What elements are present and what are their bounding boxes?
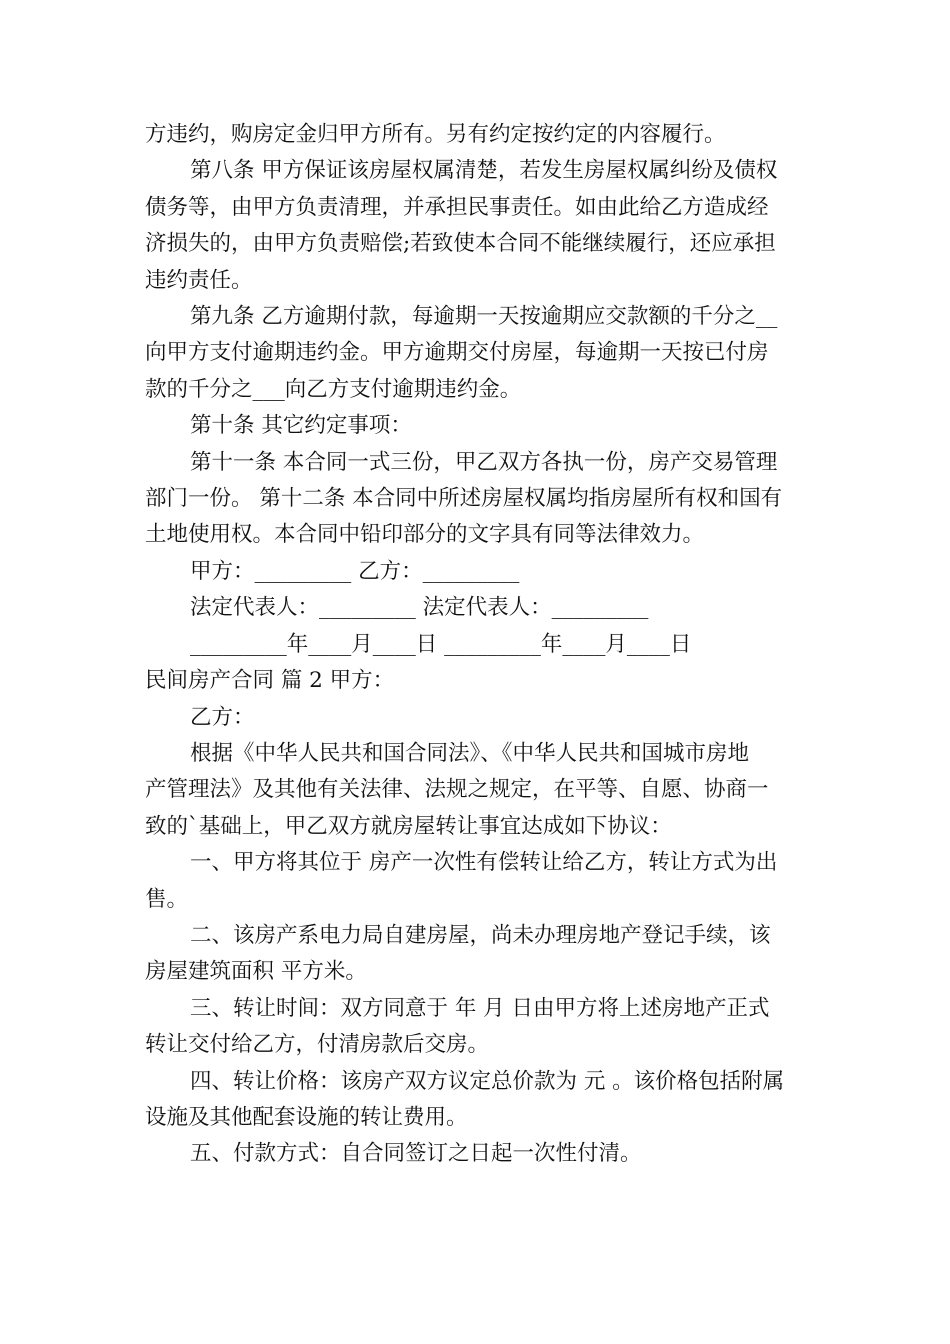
text-line: 售。 (145, 886, 189, 912)
paragraph-sign2 (145, 590, 813, 626)
paragraph-c5 (145, 1136, 813, 1172)
paragraph-art8 (145, 153, 813, 299)
paragraph-c1 (145, 845, 813, 918)
text-line: 款的千分之___向乙方支付逾期违约金。 (145, 376, 522, 402)
text-line: 方违约，购房定金归甲方所有。另有约定按约定的内容履行。 (145, 122, 726, 147)
paragraph-cont (145, 117, 813, 153)
text-line: 一、甲方将其位于 房产一次性有偿转让给乙方，转让方式为出 (190, 850, 778, 876)
paragraph-title2 (145, 663, 813, 699)
text-line: 产管理法》及其他有关法律、法规之规定，在平等、自愿、协商一 (145, 777, 769, 803)
text-line: 二、该房产系电力局自建房屋，尚未办理房地产登记手续，该 (190, 922, 771, 948)
text-line: 债务等，由甲方负责清理，并承担民事责任。如由此给乙方造成经 (145, 194, 769, 220)
paragraph-sign1 (145, 554, 813, 590)
paragraph-c4 (145, 1064, 813, 1137)
text-line: 转让交付给乙方，付清房款后交房。 (145, 1032, 490, 1058)
text-line: 济损失的，由甲方负责赔偿;若致使本合同不能继续履行，还应承担 (145, 231, 776, 257)
text-line: 民间房产合同 篇 2 甲方： (145, 668, 395, 694)
text-line: 乙方： (190, 704, 255, 730)
paragraph-c3 (145, 991, 813, 1064)
paragraph-c2 (145, 918, 813, 991)
text-line: 第九条 乙方逾期付款，每逾期一天按逾期应交款额的千分之__ (190, 304, 778, 330)
text-line: 三、转让时间：双方同意于 年 月 日由甲方将上述房地产正式 (190, 995, 770, 1021)
text-line: 甲方：_________ 乙方：_________ (190, 558, 520, 584)
text-line: 四、转让价格：该房产双方议定总价款为 元 。该价格包括附属 (190, 1068, 785, 1094)
paragraph-art10 (145, 408, 813, 444)
text-line: 违约责任。 (145, 267, 253, 293)
text-line: 五、付款方式：自合同签订之日起一次性付清。 (190, 1141, 642, 1167)
text-line: 土地使用权。本合同中铅印部分的文字具有同等法律效力。 (145, 522, 705, 548)
text-line: _________年____月____日 _________年____月____日 (190, 631, 692, 657)
text-line: 设施及其他配套设施的转让费用。 (145, 1104, 468, 1130)
paragraph-art9 (145, 299, 813, 408)
text-line: 部门一份。 第十二条 本合同中所述房屋权属均指房屋所有权和国有 (145, 486, 783, 512)
text-line: 致的`基础上，甲乙双方就房屋转让事宜达成如下协议： (145, 813, 672, 839)
paragraph-partyb (145, 700, 813, 736)
paragraph-art11 (145, 445, 813, 554)
text-line: 第八条 甲方保证该房屋权属清楚，若发生房屋权属纠纷及债权 (190, 158, 778, 184)
paragraph-date (145, 627, 813, 663)
document-body (145, 117, 813, 1173)
text-line: 房屋建筑面积 平方米。 (145, 959, 367, 985)
text-line: 第十一条 本合同一式三份，甲乙双方各执一份，房产交易管理 (190, 449, 778, 475)
text-line: 法定代表人：_________ 法定代表人：_________ (190, 595, 649, 621)
text-line: 向甲方支付逾期违约金。甲方逾期交付房屋，每逾期一天按已付房 (145, 340, 769, 366)
text-line: 根据《中华人民共和国合同法》、《中华人民共和国城市房地 (190, 740, 750, 766)
text-line: 第十条 其它约定事项： (190, 413, 412, 439)
paragraph-basis (145, 736, 813, 845)
